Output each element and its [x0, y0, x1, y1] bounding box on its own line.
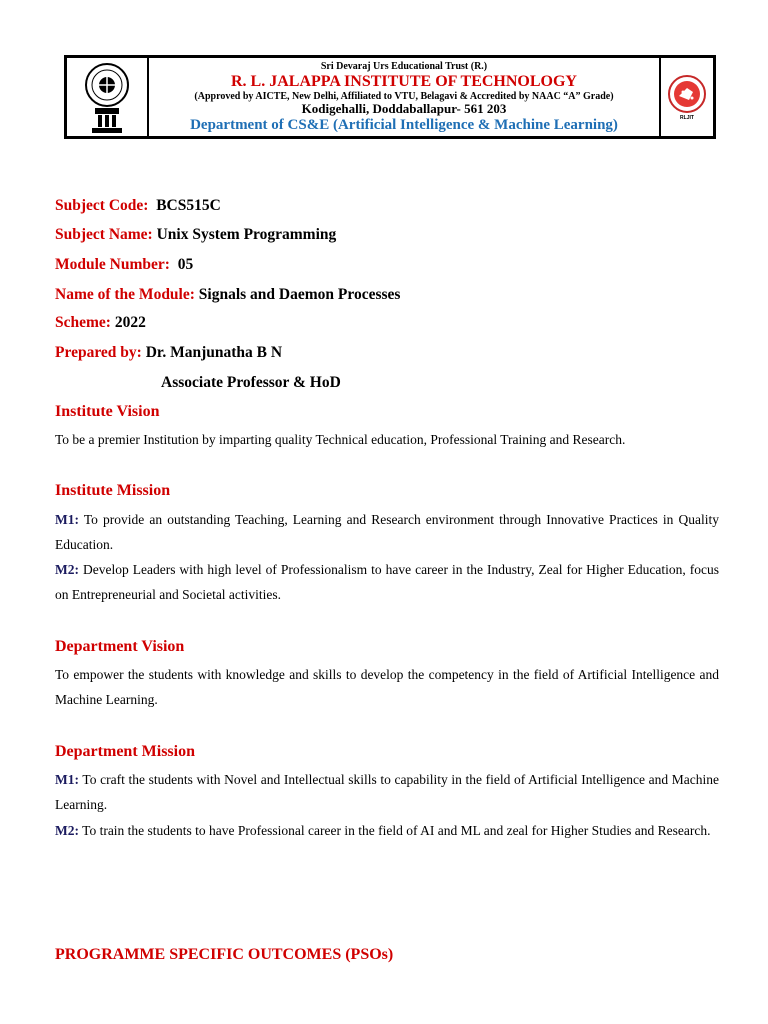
mission-m2-label: M2:	[55, 562, 79, 577]
department-mission-m1	[55, 767, 719, 817]
prepared-by-value: Dr. Manjunatha B N	[145, 344, 283, 361]
ai-head-logo-icon	[667, 74, 707, 114]
department-mission-title: Department Mission	[55, 743, 195, 760]
institute-address: Kodigehalli, Doddaballapur- 561 203	[301, 101, 507, 117]
subject-name-label: Subject Name:	[55, 226, 153, 243]
subject-code-line	[55, 197, 221, 215]
rljit-label: RLJIT	[680, 114, 694, 121]
designation: Associate Professor & HoD	[161, 374, 341, 391]
dept-mission-m2-label: M2:	[55, 823, 79, 838]
institute-logo	[67, 58, 149, 136]
department-vision-title: Department Vision	[55, 638, 185, 655]
letterhead	[64, 55, 716, 139]
emblem-icon	[76, 59, 138, 135]
department-name: Department of CS&E (Artificial Intelligence & Machine Learning)	[190, 117, 618, 134]
approval-line: (Approved by AICTE, New Delhi, Affiliated to VTU, Belagavi & Accredited by NAAC “A” Grade)	[194, 90, 614, 102]
module-name-value: Signals and Daemon Processes	[198, 286, 401, 303]
subject-code-value: BCS515C	[156, 197, 221, 214]
institute-name: R. L. JALAPPA INSTITUTE OF TECHNOLOGY	[231, 72, 577, 90]
institute-vision-title: Institute Vision	[55, 403, 160, 420]
institute-mission-m2	[55, 557, 719, 607]
dept-mission-m1-text: To craft the students with Novel and Intellectual skills to capability in the field of Artificial Intelligence and Machine Learning.	[55, 772, 719, 812]
department-logo	[659, 58, 713, 136]
pso-title: PROGRAMME SPECIFIC OUTCOMES (PSOs)	[55, 946, 394, 963]
department-mission-m2	[55, 818, 719, 843]
module-name-line	[55, 286, 400, 304]
mission-m2-text: Develop Leaders with high level of Professionalism to have career in the Industry, Zeal for Higher Education, focus on Entrepreneurial and Societal activities.	[55, 562, 719, 602]
subject-name-value: Unix System Programming	[156, 226, 337, 243]
scheme-line	[55, 314, 146, 332]
subject-code-label: Subject Code:	[55, 197, 149, 214]
prepared-by-label: Prepared by:	[55, 344, 142, 361]
dept-mission-m2-text: To train the students to have Professional career in the field of AI and ML and zeal for Higher Studies and Research.	[82, 823, 711, 838]
scheme-label: Scheme:	[55, 314, 111, 331]
trust-name: Sri Devaraj Urs Educational Trust (R.)	[320, 61, 488, 72]
mission-m1-label: M1:	[55, 512, 79, 527]
institute-mission-m1	[55, 507, 719, 557]
module-number-line	[55, 256, 193, 274]
department-vision-text: To empower the students with knowledge and skills to develop the competency in the field of Artificial Intelligence and Machine Learning.	[55, 667, 719, 707]
module-number-label: Module Number:	[55, 256, 170, 273]
scheme-value: 2022	[114, 314, 146, 331]
dept-mission-m1-label: M1:	[55, 772, 79, 787]
institute-mission-title: Institute Mission	[55, 482, 171, 499]
institute-vision-text: To be a premier Institution by imparting quality Technical education, Professional Training and Research.	[55, 432, 626, 447]
module-name-label: Name of the Module:	[55, 286, 195, 303]
prepared-by-line	[55, 344, 282, 362]
module-number-value: 05	[177, 256, 194, 273]
subject-name-line	[55, 226, 336, 244]
mission-m1-text: To provide an outstanding Teaching, Learning and Research environment through Innovative Practices in Quality Education.	[55, 512, 719, 552]
